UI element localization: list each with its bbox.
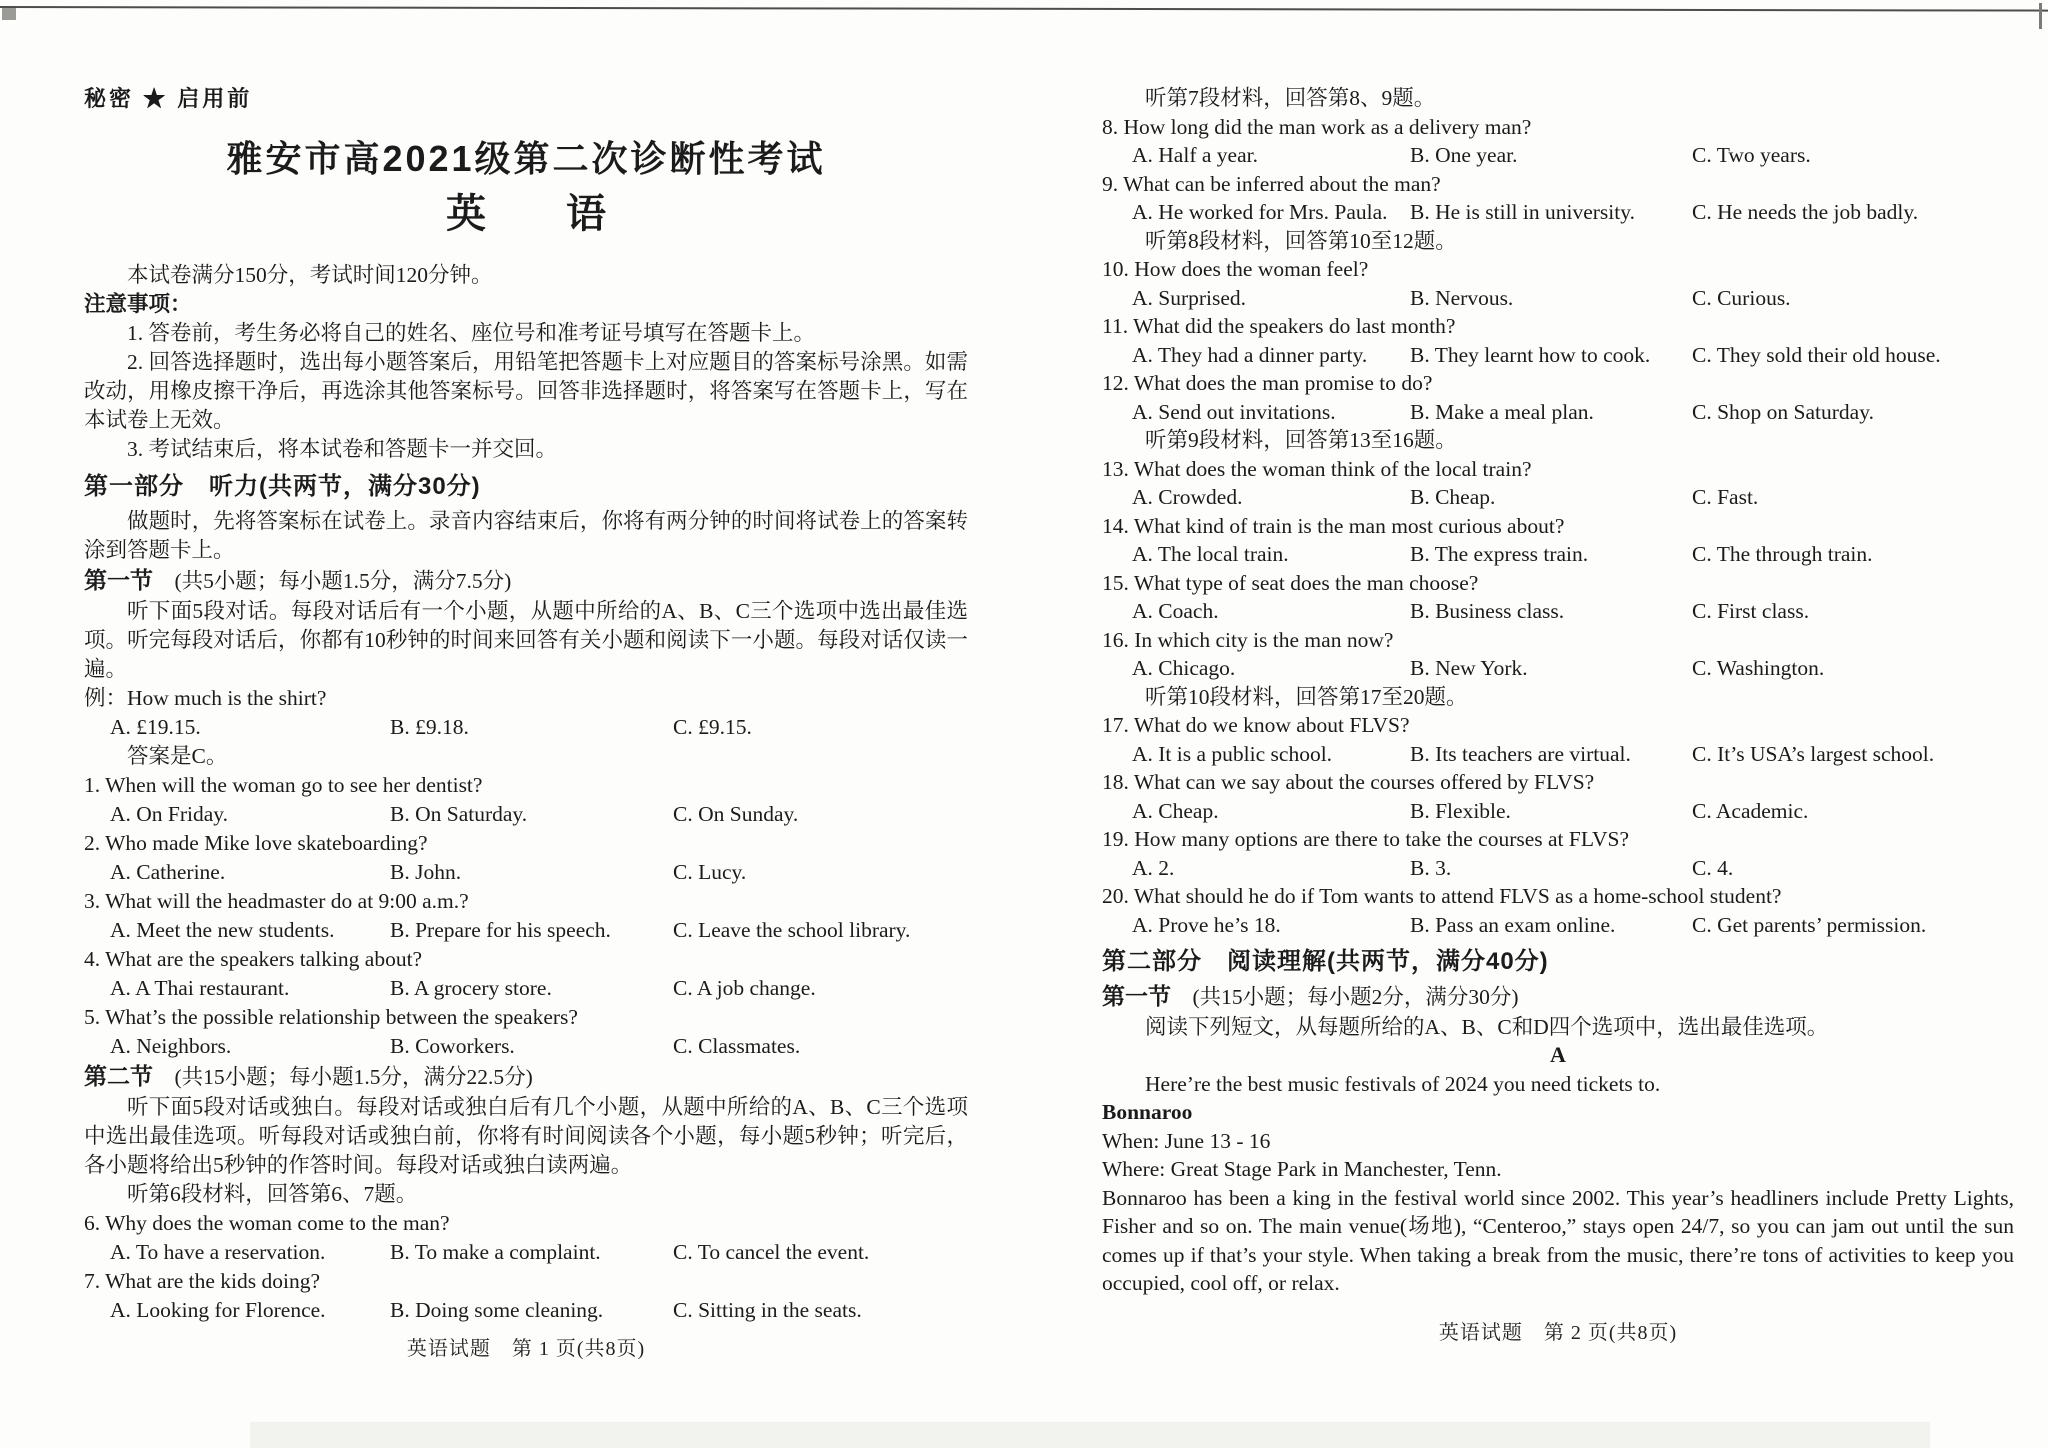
option-3-c: C. Leave the school library. bbox=[673, 918, 911, 942]
option-10-c: C. Curious. bbox=[1692, 285, 1791, 310]
material-10: 听第10段材料，回答第17至20题。 bbox=[1145, 684, 1468, 709]
option-17-c: C. It’s USA’s largest school. bbox=[1692, 741, 1935, 766]
question-block-4 bbox=[84, 945, 968, 1003]
option-18-b: B. Flexible. bbox=[1410, 798, 1511, 823]
options-13 bbox=[1102, 483, 2014, 512]
options-15 bbox=[1102, 597, 2014, 626]
option-7-a: A. Looking for Florence. bbox=[110, 1298, 326, 1322]
options-8 bbox=[1102, 141, 2014, 170]
option-20-a: A. Prove he’s 18. bbox=[1132, 912, 1281, 937]
question-block-example bbox=[84, 684, 968, 742]
question-7: 7. What are the kids doing? bbox=[84, 1269, 321, 1293]
option-5-c: C. Classmates. bbox=[673, 1034, 801, 1058]
option-14-a: A. The local train. bbox=[1132, 542, 1289, 566]
option-2-a: A. Catherine. bbox=[110, 860, 226, 884]
option-3-b: B. Prepare for his speech. bbox=[390, 918, 611, 942]
option-13-b: B. Cheap. bbox=[1410, 485, 1496, 509]
options-4 bbox=[84, 974, 968, 1003]
question-4: 4. What are the speakers talking about? bbox=[84, 947, 423, 971]
options-5 bbox=[84, 1032, 968, 1061]
question-1: 1. When will the woman go to see her dentist? bbox=[84, 773, 483, 797]
option-14-b: B. The express train. bbox=[1410, 542, 1589, 566]
options-3 bbox=[84, 916, 968, 945]
subject-title: 英 语 bbox=[446, 192, 606, 236]
question-12: 12. What does the man promise to do? bbox=[1102, 371, 1433, 395]
exam-title: 雅安市高2021级第二次诊断性考试 bbox=[226, 138, 826, 179]
question-13: 13. What does the woman think of the local train? bbox=[1102, 456, 1532, 481]
question-20: 20. What should he do if Tom wants to attend FLVS as a home-school student? bbox=[1102, 884, 1782, 908]
options-17 bbox=[1102, 740, 2014, 769]
option-19-a: A. 2. bbox=[1132, 855, 1175, 880]
option-example-a: A. £19.15. bbox=[110, 715, 201, 739]
options-20 bbox=[1102, 911, 2014, 940]
option-15-c: C. First class. bbox=[1692, 599, 1810, 623]
material-8: 听第8段材料，回答第10至12题。 bbox=[1145, 228, 1457, 253]
reading-section1-heading bbox=[1102, 982, 2014, 1012]
question-block-17 bbox=[1102, 711, 2014, 768]
part2-heading: 第二部分 阅读理解(共两节，满分40分) bbox=[1102, 948, 1549, 975]
option-8-a: A. Half a year. bbox=[1132, 143, 1258, 167]
option-16-c: C. Washington. bbox=[1692, 656, 1825, 680]
listening-section2-heading bbox=[84, 1062, 968, 1092]
option-6-a: A. To have a reservation. bbox=[110, 1240, 326, 1264]
part1-heading: 第一部分 听力(共两节，满分30分) bbox=[84, 473, 481, 500]
passage-label-a: A bbox=[1550, 1042, 1566, 1067]
question-10: 10. How does the woman feel? bbox=[1102, 257, 1369, 281]
options-1 bbox=[84, 800, 968, 829]
festival-when: When: June 13 - 16 bbox=[1102, 1128, 1271, 1153]
question-block-2 bbox=[84, 829, 968, 887]
question-16: 16. In which city is the man now? bbox=[1102, 627, 1394, 652]
option-8-c: C. Two years. bbox=[1692, 143, 1811, 167]
question-block-9 bbox=[1102, 170, 2014, 227]
option-10-b: B. Nervous. bbox=[1410, 285, 1514, 310]
notice-heading: 注意事项： bbox=[84, 292, 192, 316]
option-8-b: B. One year. bbox=[1410, 143, 1518, 167]
option-17-a: A. It is a public school. bbox=[1132, 741, 1333, 766]
option-10-a: A. Surprised. bbox=[1132, 285, 1247, 310]
question-block-18 bbox=[1102, 768, 2014, 825]
listening-section2-intro: 听下面5段对话或独白。每段对话或独白后有几个小题，从题中所给的A、B、C三个选项中选出最佳选项。听每段对话或独白前，你将有时间阅读各个小题，每小题5秒钟；听完后，各小题将给出5秒钟的作答时间。每段对话或独白读两遍。 bbox=[84, 1095, 968, 1177]
question-block-12 bbox=[1102, 369, 2014, 426]
option-20-b: B. Pass an exam online. bbox=[1410, 912, 1616, 937]
option-11-c: C. They sold their old house. bbox=[1692, 342, 1941, 367]
reading-section1-heading-detail: (共15小题；每小题2分，满分30分) bbox=[1171, 985, 1519, 1009]
part1-intro: 做题时，先将答案标在试卷上。录音内容结束后，你将有两分钟的时间将试卷上的答案转涂到答题卡上。 bbox=[84, 509, 968, 562]
option-13-c: C. Fast. bbox=[1692, 485, 1759, 509]
options-19 bbox=[1102, 854, 2014, 883]
question-block-3 bbox=[84, 887, 968, 945]
option-6-b: B. To make a complaint. bbox=[390, 1240, 601, 1264]
material-9: 听第9段材料，回答第13至16题。 bbox=[1145, 428, 1457, 452]
option-1-b: B. On Saturday. bbox=[390, 802, 528, 826]
option-example-b: B. £9.18. bbox=[390, 715, 469, 739]
question-14: 14. What kind of train is the man most curious about? bbox=[1102, 513, 1565, 538]
option-2-c: C. Lucy. bbox=[673, 860, 747, 884]
question-example: 例：How much is the shirt? bbox=[84, 686, 327, 710]
exam-info: 本试卷满分150分，考试时间120分钟。 bbox=[127, 263, 493, 287]
option-6-c: C. To cancel the event. bbox=[673, 1240, 870, 1264]
option-example-c: C. £9.15. bbox=[673, 715, 752, 739]
options-10 bbox=[1102, 284, 2014, 313]
option-2-b: B. John. bbox=[390, 860, 462, 884]
festival-where: Where: Great Stage Park in Manchester, Tenn. bbox=[1102, 1157, 1502, 1181]
question-block-7 bbox=[84, 1267, 968, 1325]
question-block-5 bbox=[84, 1003, 968, 1061]
question-block-6 bbox=[84, 1209, 968, 1267]
material-7: 听第7段材料，回答第8、9题。 bbox=[1145, 86, 1436, 110]
question-8: 8. How long did the man work as a delivery man? bbox=[1102, 114, 1532, 139]
options-example bbox=[84, 713, 968, 742]
notice-3: 3. 考试结束后，将本试卷和答题卡一并交回。 bbox=[127, 437, 558, 461]
option-9-c: C. He needs the job badly. bbox=[1692, 200, 1919, 224]
page-2-content bbox=[1102, 84, 2014, 1298]
page-1-footer: 英语试题 第 1 页(共8页) bbox=[406, 1338, 646, 1360]
options-9 bbox=[1102, 198, 2014, 227]
question-block-1 bbox=[84, 771, 968, 829]
reading-instruction: 阅读下列短文，从每题所给的A、B、C和D四个选项中，选出最佳选项。 bbox=[1145, 1014, 1829, 1039]
question-5: 5. What’s the possible relationship between the speakers? bbox=[84, 1005, 578, 1029]
listening-section1-heading bbox=[84, 566, 968, 596]
question-block-14 bbox=[1102, 512, 2014, 569]
option-18-a: A. Cheap. bbox=[1132, 798, 1219, 823]
option-18-c: C. Academic. bbox=[1692, 798, 1809, 823]
option-4-b: B. A grocery store. bbox=[390, 976, 552, 1000]
options-11 bbox=[1102, 341, 2014, 370]
question-15: 15. What type of seat does the man choose? bbox=[1102, 570, 1479, 595]
option-11-b: B. They learnt how to cook. bbox=[1410, 342, 1651, 367]
listening-section2-heading-label: 第二节 bbox=[84, 1063, 153, 1089]
question-19: 19. How many options are there to take the courses at FLVS? bbox=[1102, 827, 1630, 851]
option-5-a: A. Neighbors. bbox=[110, 1034, 232, 1058]
question-18: 18. What can we say about the courses offered by FLVS? bbox=[1102, 770, 1595, 794]
option-12-b: B. Make a meal plan. bbox=[1410, 399, 1594, 424]
option-14-c: C. The through train. bbox=[1692, 542, 1873, 566]
option-1-c: C. On Sunday. bbox=[673, 802, 799, 826]
listening-section1-intro: 听下面5段对话。每段对话后有一个小题，从题中所给的A、B、C三个选项中选出最佳选项。听完每段对话后，你都有10秒钟的时间来回答有关小题和阅读下一小题。每段对话仅读一遍。 bbox=[84, 599, 968, 681]
option-3-a: A. Meet the new students. bbox=[110, 918, 335, 942]
options-14 bbox=[1102, 540, 2014, 569]
option-9-b: B. He is still in university. bbox=[1410, 200, 1635, 224]
question-3: 3. What will the headmaster do at 9:00 a.m.? bbox=[84, 889, 469, 913]
listening-section1-heading-label: 第一节 bbox=[84, 567, 153, 593]
option-7-b: B. Doing some cleaning. bbox=[390, 1298, 604, 1322]
question-block-16 bbox=[1102, 626, 2014, 683]
option-16-a: A. Chicago. bbox=[1132, 656, 1236, 680]
question-block-8 bbox=[1102, 113, 2014, 170]
festival-name: Bonnaroo bbox=[1102, 1100, 1193, 1124]
question-block-10 bbox=[1102, 255, 2014, 312]
option-19-c: C. 4. bbox=[1692, 855, 1734, 880]
option-19-b: B. 3. bbox=[1410, 855, 1452, 880]
page-2-footer: 英语试题 第 2 页(共8页) bbox=[1438, 1322, 1678, 1344]
question-11: 11. What did the speakers do last month? bbox=[1102, 314, 1456, 338]
question-9: 9. What can be inferred about the man? bbox=[1102, 171, 1441, 196]
options-6 bbox=[84, 1238, 968, 1267]
exam-page-2 bbox=[1024, 0, 2048, 1448]
notice-1: 1. 答卷前，考生务必将自己的姓名、座位号和准考证号填写在答题卡上。 bbox=[127, 321, 816, 345]
options-18 bbox=[1102, 797, 2014, 826]
listening-section1-heading-detail: (共5小题；每小题1.5分，满分7.5分) bbox=[153, 569, 512, 593]
options-7 bbox=[84, 1296, 968, 1325]
festival-description: Bonnaroo has been a king in the festival world since 2002. This year’s headliners include Pretty Lights, Fisher and so on. The main venue(场地), “Centeroo,” stays open 24/7, so you can jam out until the sun comes up if that’s your style. When taking a break from the music, there’re tons of activities to keep you occupied, cool off, or relax. bbox=[1102, 1185, 2014, 1295]
question-block-11 bbox=[1102, 312, 2014, 369]
option-12-a: A. Send out invitations. bbox=[1132, 399, 1336, 424]
question-17: 17. What do we know about FLVS? bbox=[1102, 713, 1410, 737]
question-block-19 bbox=[1102, 825, 2014, 882]
option-1-a: A. On Friday. bbox=[110, 802, 229, 826]
option-15-b: B. Business class. bbox=[1410, 599, 1565, 623]
question-block-13 bbox=[1102, 455, 2014, 512]
material-6: 听第6段材料，回答第6、7题。 bbox=[127, 1182, 418, 1206]
option-13-a: A. Crowded. bbox=[1132, 485, 1243, 509]
option-7-c: C. Sitting in the seats. bbox=[673, 1298, 862, 1322]
options-12 bbox=[1102, 398, 2014, 427]
question-block-20 bbox=[1102, 882, 2014, 939]
question-2: 2. Who made Mike love skateboarding? bbox=[84, 831, 428, 855]
option-5-b: B. Coworkers. bbox=[390, 1034, 515, 1058]
page-1-content bbox=[84, 84, 968, 1325]
option-15-a: A. Coach. bbox=[1132, 599, 1219, 623]
security-classification: 秘密 ★ 启用前 bbox=[84, 86, 253, 111]
option-11-a: A. They had a dinner party. bbox=[1132, 342, 1368, 367]
option-17-b: B. Its teachers are virtual. bbox=[1410, 741, 1631, 766]
notice-2: 2. 回答选择题时，选出每小题答案后，用铅笔把答题卡上对应题目的答案标号涂黑。如需改动，用橡皮擦干净后，再选涂其他答案标号。回答非选择题时，将答案写在答题卡上，写在本试卷上无效。 bbox=[84, 350, 968, 432]
option-4-c: C. A job change. bbox=[673, 976, 816, 1000]
option-9-a: A. He worked for Mrs. Paula. bbox=[1132, 200, 1388, 224]
options-16 bbox=[1102, 654, 2014, 683]
passage-intro: Here’re the best music festivals of 2024 you need tickets to. bbox=[1145, 1071, 1661, 1096]
example-answer: 答案是C。 bbox=[127, 744, 228, 768]
option-4-a: A. A Thai restaurant. bbox=[110, 976, 290, 1000]
option-16-b: B. New York. bbox=[1410, 656, 1528, 680]
options-2 bbox=[84, 858, 968, 887]
option-12-c: C. Shop on Saturday. bbox=[1692, 399, 1874, 424]
reading-section1-heading-label: 第一节 bbox=[1102, 983, 1171, 1009]
question-block-15 bbox=[1102, 569, 2014, 626]
option-20-c: C. Get parents’ permission. bbox=[1692, 912, 1927, 937]
question-6: 6. Why does the woman come to the man? bbox=[84, 1211, 450, 1235]
listening-section2-heading-detail: (共15小题；每小题1.5分，满分22.5分) bbox=[153, 1065, 533, 1089]
